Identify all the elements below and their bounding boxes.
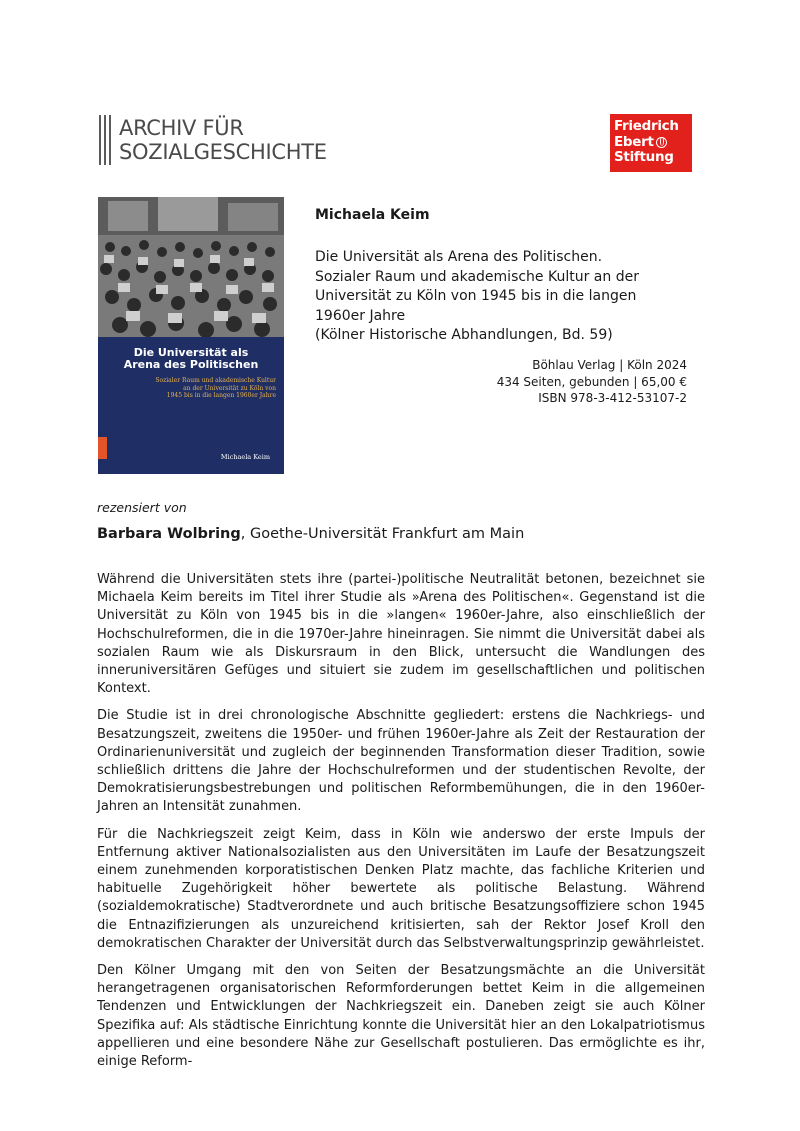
foundation-logo-line2-row (614, 135, 692, 151)
review-body (97, 571, 705, 1080)
cover-title-line1: Die Universität als (133, 346, 249, 359)
pages-price: 434 Seiten, gebunden | 65,00 € (496, 374, 687, 389)
cover-subtitle-line2: an der Universität zu Köln von (183, 384, 276, 392)
cover-subtitle-line1: Sozialer Raum und akademische Kultur (155, 377, 276, 384)
foundation-logo-line2: Ebert (614, 133, 654, 150)
cover-title-line2: Arena des Politischen (123, 358, 259, 371)
reviewed-by-label: rezensiert von (97, 500, 187, 515)
journal-logo-line1: ARCHIV FÜR (119, 116, 244, 140)
book-title-line: 1960er Jahre (315, 307, 406, 324)
journal-logo (99, 114, 327, 166)
reviewer (97, 526, 524, 542)
book-title (315, 248, 715, 346)
body-paragraph: Den Kölner Umgang mit den von Seiten der Besatzungsmächte an die Universität herangetragenen organisatorischen Reformforderungen bettet Keim in die allgemeinen Tendenzen und Entwicklungen der Nachkriegszeit ein. Daneben zeigt sie auch Kölner Spezifika auf: Als städtische Einrichtung konnte die Universität hier an den Lokalpatriotismus appellieren und eine besondere Nähe zur Gesellschaft postulieren. Das ermöglichte es ihr, einige Reform- (97, 963, 705, 1070)
book-title-line: Die Universität als Arena des Politischen. (315, 249, 603, 265)
cover-title (104, 347, 278, 371)
isbn: ISBN 978-3-412-53107-2 (538, 391, 687, 405)
book-series: (Kölner Historische Abhandlungen, Bd. 59) (315, 327, 613, 343)
book-title-line: Sozialer Raum und akademische Kultur an der (315, 268, 639, 285)
body-paragraph: Während die Universitäten stets ihre (partei-)politische Neutralität betonen, bezeichnet sie Michaela Keim bereits im Titel ihrer Studie als »Arena des Politischen«. Gegenstand ist die Universität zu Köln von 1945 bis in die »langen« 1960er-Jahre, also einschließlich der Hochschulreformen, die in die 1970er-Jahre hineinragen. Sie nimmt die Universität dabei als sozialen Raum wie als Diskursraum in den Blick, untersucht die Wandlungen des inneruniversitären Gefüges und situiert sie zudem im gesellschaftlichen und politischen Kontext. (97, 572, 705, 697)
journal-logo-bars (99, 114, 111, 166)
publication-details (497, 357, 687, 407)
cover-photo (98, 197, 284, 337)
foundation-logo-line1: Friedrich (614, 118, 679, 134)
cover-subtitle (106, 377, 276, 400)
foundation-logo (610, 114, 692, 172)
journal-logo-text (119, 114, 327, 166)
cover-author: Michaela Keim (220, 453, 270, 461)
book-title-line: Universität zu Köln von 1945 bis in die langen (315, 288, 637, 304)
publisher: Böhlau Verlag | Köln 2024 (532, 358, 687, 372)
publisher-mark-icon (98, 437, 107, 459)
body-paragraph: Die Studie ist in drei chronologische Abschnitte gegliedert: erstens die Nachkriegs- und Besatzungszeit, zweitens die 1950er- und frühen 1960er-Jahre als Zeit der Restauration der Ordinarienuniversität und zugleich der beginnenden Transformation dieser Tradition, sowie schließlich drittens die Jahre der Hochschulreformen und der studentischen Revolte, der Demokratisierungsbestrebungen und politischen Reformbemühungen, die in den 1960er-Jahren an Intensität zunahmen. (97, 708, 705, 815)
reviewer-affiliation: , Goethe-Universität Frankfurt am Main (240, 526, 525, 542)
foundation-logo-line3: Stiftung (614, 149, 674, 165)
book-author: Michaela Keim (315, 207, 430, 223)
reviewer-name: Barbara Wolbring (97, 526, 241, 542)
book-cover (98, 197, 284, 474)
cover-subtitle-line3: 1945 bis in die langen 1960er Jahre (166, 392, 276, 399)
globe-icon (656, 137, 667, 148)
journal-logo-line2: SOZIALGESCHICHTE (119, 140, 327, 164)
body-paragraph: Für die Nachkriegszeit zeigt Keim, dass in Köln wie anderswo der erste Impuls der Entfernung aktiver Nationalsozialisten aus den Universitäten im Laufe der Besatzungszeit einem zunehmenden korporatistischen Denken Platz machte, das fachliche Kriterien und habituelle Zugehörigkeit höher bewertete als politische Belastung. Während (sozialdemokratische) Stadtverordnete und auch britische Besatzungsoffiziere schon 1945 die Entnazifizierungen als unzureichend kritisierten, sah der Rektor Josef Kroll den demokratischen Charakter der Universität durch das Selbstverwaltungsprinzip gewährleistet. (97, 826, 705, 951)
